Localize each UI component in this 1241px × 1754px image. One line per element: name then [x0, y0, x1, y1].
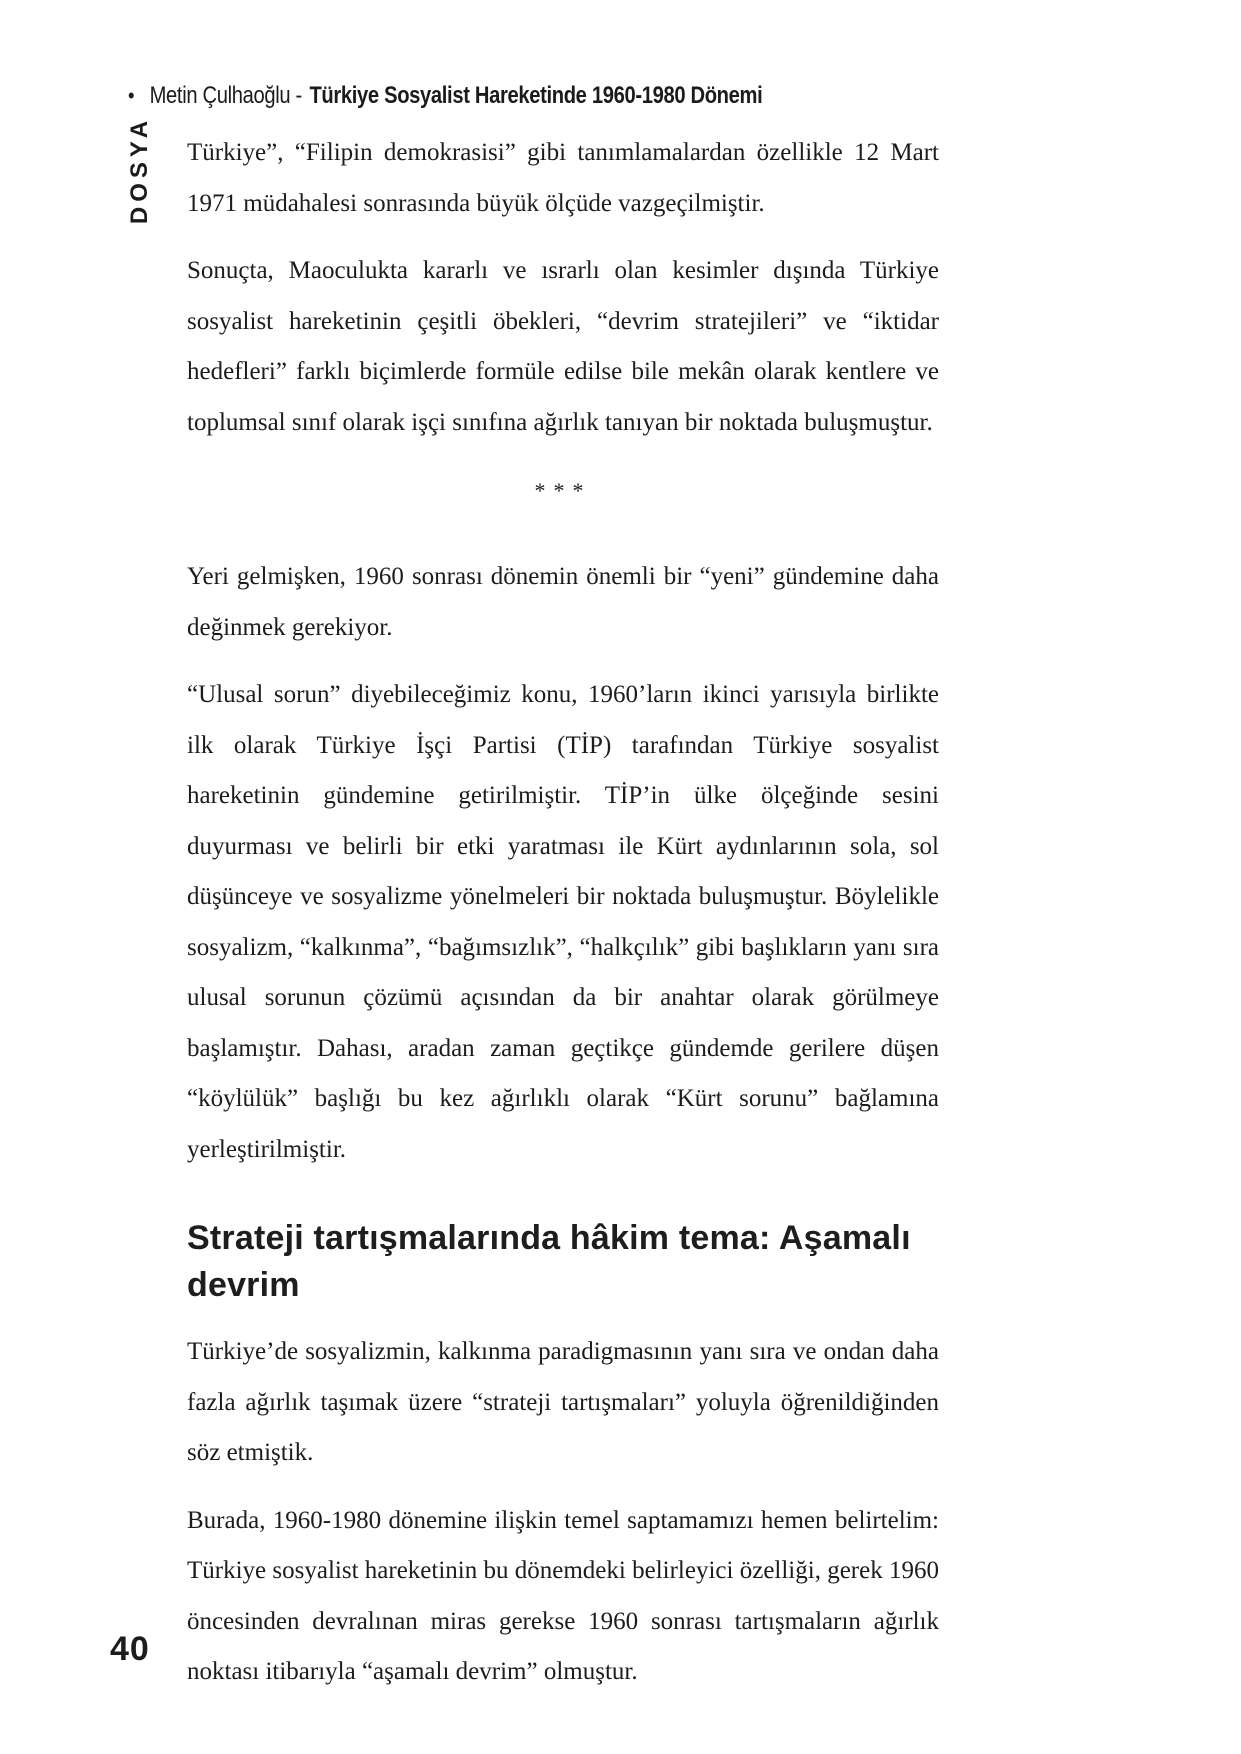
article-body [187, 128, 939, 1715]
paragraph: “Ulusal sorun” diyebileceğimiz konu, 1960’ların ikinci yarısıyla birlikte ilk olarak Türkiye İşçi Partisi (TİP) tarafından Türkiye sosyalist hareketinin gündemine getirilmiştir. TİP’in ülke ölçeğinde sesini duyurması ve belirli bir etki yaratması ile Kürt aydınlarının sola, sol düşünceye ve sosyalizme yönelmeleri bir noktada buluşmuştur. Böylelikle sosyalizm, “kalkınma”, “bağımsızlık”, “halkçılık” gibi başlıkların yanı sıra ulusal sorunun çözümü açısından da bir anahtar olarak görülmeye başlamıştır. Dahası, aradan zaman geçtikçe gündemde gerilere düşen “köylülük” başlığı bu kez ağırlıklı olarak “Kürt sorunu” bağlamına yerleştirilmiştir. [187, 681, 939, 1163]
paragraph: Sonuçta, Maoculukta kararlı ve ısrarlı olan kesimler dışında Türkiye sosyalist hareketinin çeşitli öbekleri, “devrim stratejileri” ve “iktidar hedefleri” farklı biçimlerde formüle edilse bile mekân olarak kentlere ve toplumsal sınıf olarak işçi sınıfına ağırlık tanıyan bir noktada buluşmuştur. [187, 257, 939, 436]
paragraph: Türkiye”, “Filipin demokrasisi” gibi tanımlamalardan özellikle 12 Mart 1971 müdahalesi sonrasında büyük ölçüde vazgeçilmiştir. [187, 139, 939, 217]
header-book-title: Türkiye Sosyalist Hareketinde 1960-1980 Dönemi [309, 82, 763, 109]
section-heading: Strateji tartışmalarında hâkim tema: Aşamalı devrim [187, 1219, 911, 1304]
star-divider: *** [534, 478, 592, 503]
dosya-side-label: DOSYA [126, 115, 153, 225]
header-bullet-icon: • [128, 83, 135, 108]
paragraph: Burada, 1960-1980 dönemine ilişkin temel saptamamızı hemen belirtelim: Türkiye sosyalist hareketinin bu dönemdeki belirleyici özelliği, gerek 1960 öncesinden devralınan miras gerekse 1960 sonrası tartışmaların ağırlık noktası itibarıyla “aşamalı devrim” olmuştur. [187, 1506, 939, 1685]
page-number: 40 [110, 1630, 150, 1668]
paragraph: Yeri gelmişken, 1960 sonrası dönemin önemli bir “yeni” gündemine daha değinmek gerekiyor. [187, 563, 939, 641]
header-author: Metin Çulhaoğlu - [149, 82, 302, 109]
running-header [128, 82, 762, 110]
paragraph: Türkiye’de sosyalizmin, kalkınma paradigmasının yanı sıra ve ondan daha fazla ağırlık taşımak üzere “strateji tartışmaları” yoluyla öğrenildiğinden söz etmiştik. [187, 1338, 939, 1466]
